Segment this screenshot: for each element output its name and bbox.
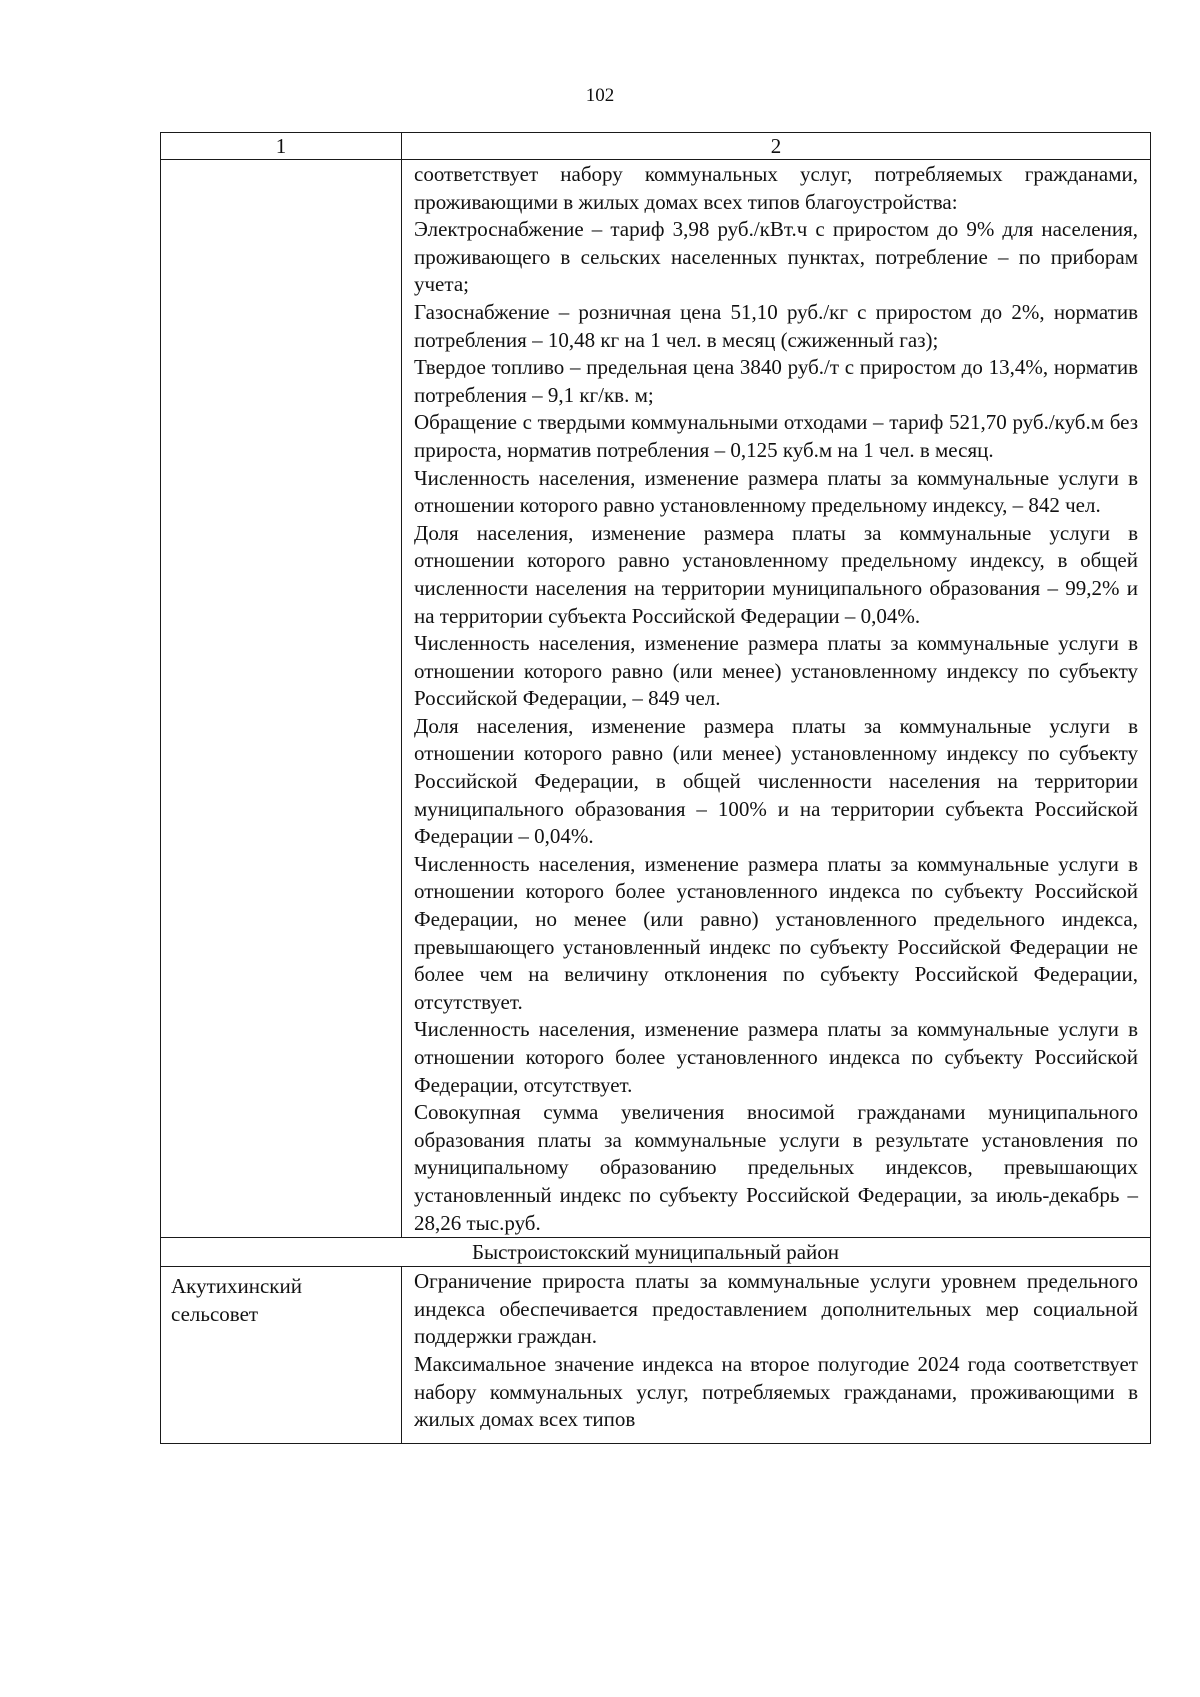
paragraph: Численность населения, изменение размера платы за коммунальные услуги в отношении которого более установленного индекса по субъекту Российской Федерации, но менее (или равно) установленного предельного индекса, превышающего установленный индекс по субъекту Российской Федерации не более чем на величину отклонения по субъекту Российской Федерации, отсутствует. xyxy=(414,851,1138,1014)
paragraph: Газоснабжение – розничная цена 51,10 руб./кг с приростом до 2%, норматив потребления – 10,48 кг на 1 чел. в месяц (сжиженный газ); xyxy=(414,299,1138,352)
entity-cell-empty xyxy=(161,160,402,1238)
header-cell-col-2: 2 xyxy=(402,133,1151,160)
description-cell xyxy=(402,160,1151,1238)
entity-name-cell xyxy=(161,1267,402,1444)
paragraph: Доля населения, изменение размера платы за коммунальные услуги в отношении которого равно (или менее) установленному индексу по субъекту Российской Федерации, в общей численности населения на территории муниципального образования – 100% и на территории субъекта Российской Федерации – 0,04%. xyxy=(414,713,1138,849)
paragraph: Ограничение прироста платы за коммунальные услуги уровнем предельного индекса обеспечивается предоставлением дополнительных мер социальной поддержки граждан. xyxy=(414,1269,1138,1349)
paragraph: Доля населения, изменение размера платы за коммунальные услуги в отношении которого равно установленному предельному индексу, в общей численности населения на территории муниципального образования – 99,2% и на территории субъекта Российской Федерации – 0,04%. xyxy=(414,520,1138,628)
paragraph: Электроснабжение – тариф 3,98 руб./кВт.ч с приростом до 9% для населения, проживающего в сельских населенных пунктах, потребление – по приборам учета; xyxy=(414,217,1138,297)
paragraph: Обращение с твердыми коммунальными отходами – тариф 521,70 руб./куб.м без прироста, норматив потребления – 0,125 куб.м на 1 чел. в месяц. xyxy=(414,410,1138,462)
table-header-row xyxy=(161,133,1151,160)
paragraph: Максимальное значение индекса на второе полугодие 2024 года соответствует набору коммунальных услуг, потребляемых гражданами, проживающими в жилых домах всех типов xyxy=(414,1351,1138,1432)
table-row xyxy=(161,1267,1151,1444)
paragraph: Численность населения, изменение размера платы за коммунальные услуги в отношении которого равно (или менее) установленному индексу по субъекту Российской Федерации, – 849 чел. xyxy=(414,631,1138,711)
header-cell-col-1: 1 xyxy=(161,133,402,160)
paragraph: Твердое топливо – предельная цена 3840 руб./т с приростом до 13,4%, норматив потребления – 9,1 кг/кв. м; xyxy=(414,355,1138,407)
description-cell xyxy=(402,1267,1151,1444)
description-clip xyxy=(414,1268,1138,1436)
section-title: Быстроистокский муниципальный район xyxy=(161,1238,1151,1267)
paragraph: Численность населения, изменение размера платы за коммунальные услуги в отношении которого равно установленному предельному индексу, – 842 чел. xyxy=(414,465,1138,518)
paragraph: Численность населения, изменение размера платы за коммунальные услуги в отношении которого более установленного индекса по субъекту Российской Федерации, отсутствует. xyxy=(414,1017,1138,1097)
section-row xyxy=(161,1238,1151,1267)
paragraph: Совокупная сумма увеличения вносимой гражданами муниципального образования платы за коммунальные услуги в результате установления по муниципальному образованию предельных индексов, превышающих установленный индекс по субъекту Российской Федерации, за июль-декабрь – 28,26 тыс.руб. xyxy=(414,1100,1138,1235)
paragraph: соответствует набору коммунальных услуг, потребляемых гражданами, проживающими в жилых домах всех типов благоустройства: xyxy=(414,162,1138,214)
entity-name: Акутихинский сельсовет xyxy=(171,1274,302,1326)
page-number: 102 xyxy=(585,85,615,106)
table-row xyxy=(161,160,1151,1238)
document-table xyxy=(160,132,1151,1444)
